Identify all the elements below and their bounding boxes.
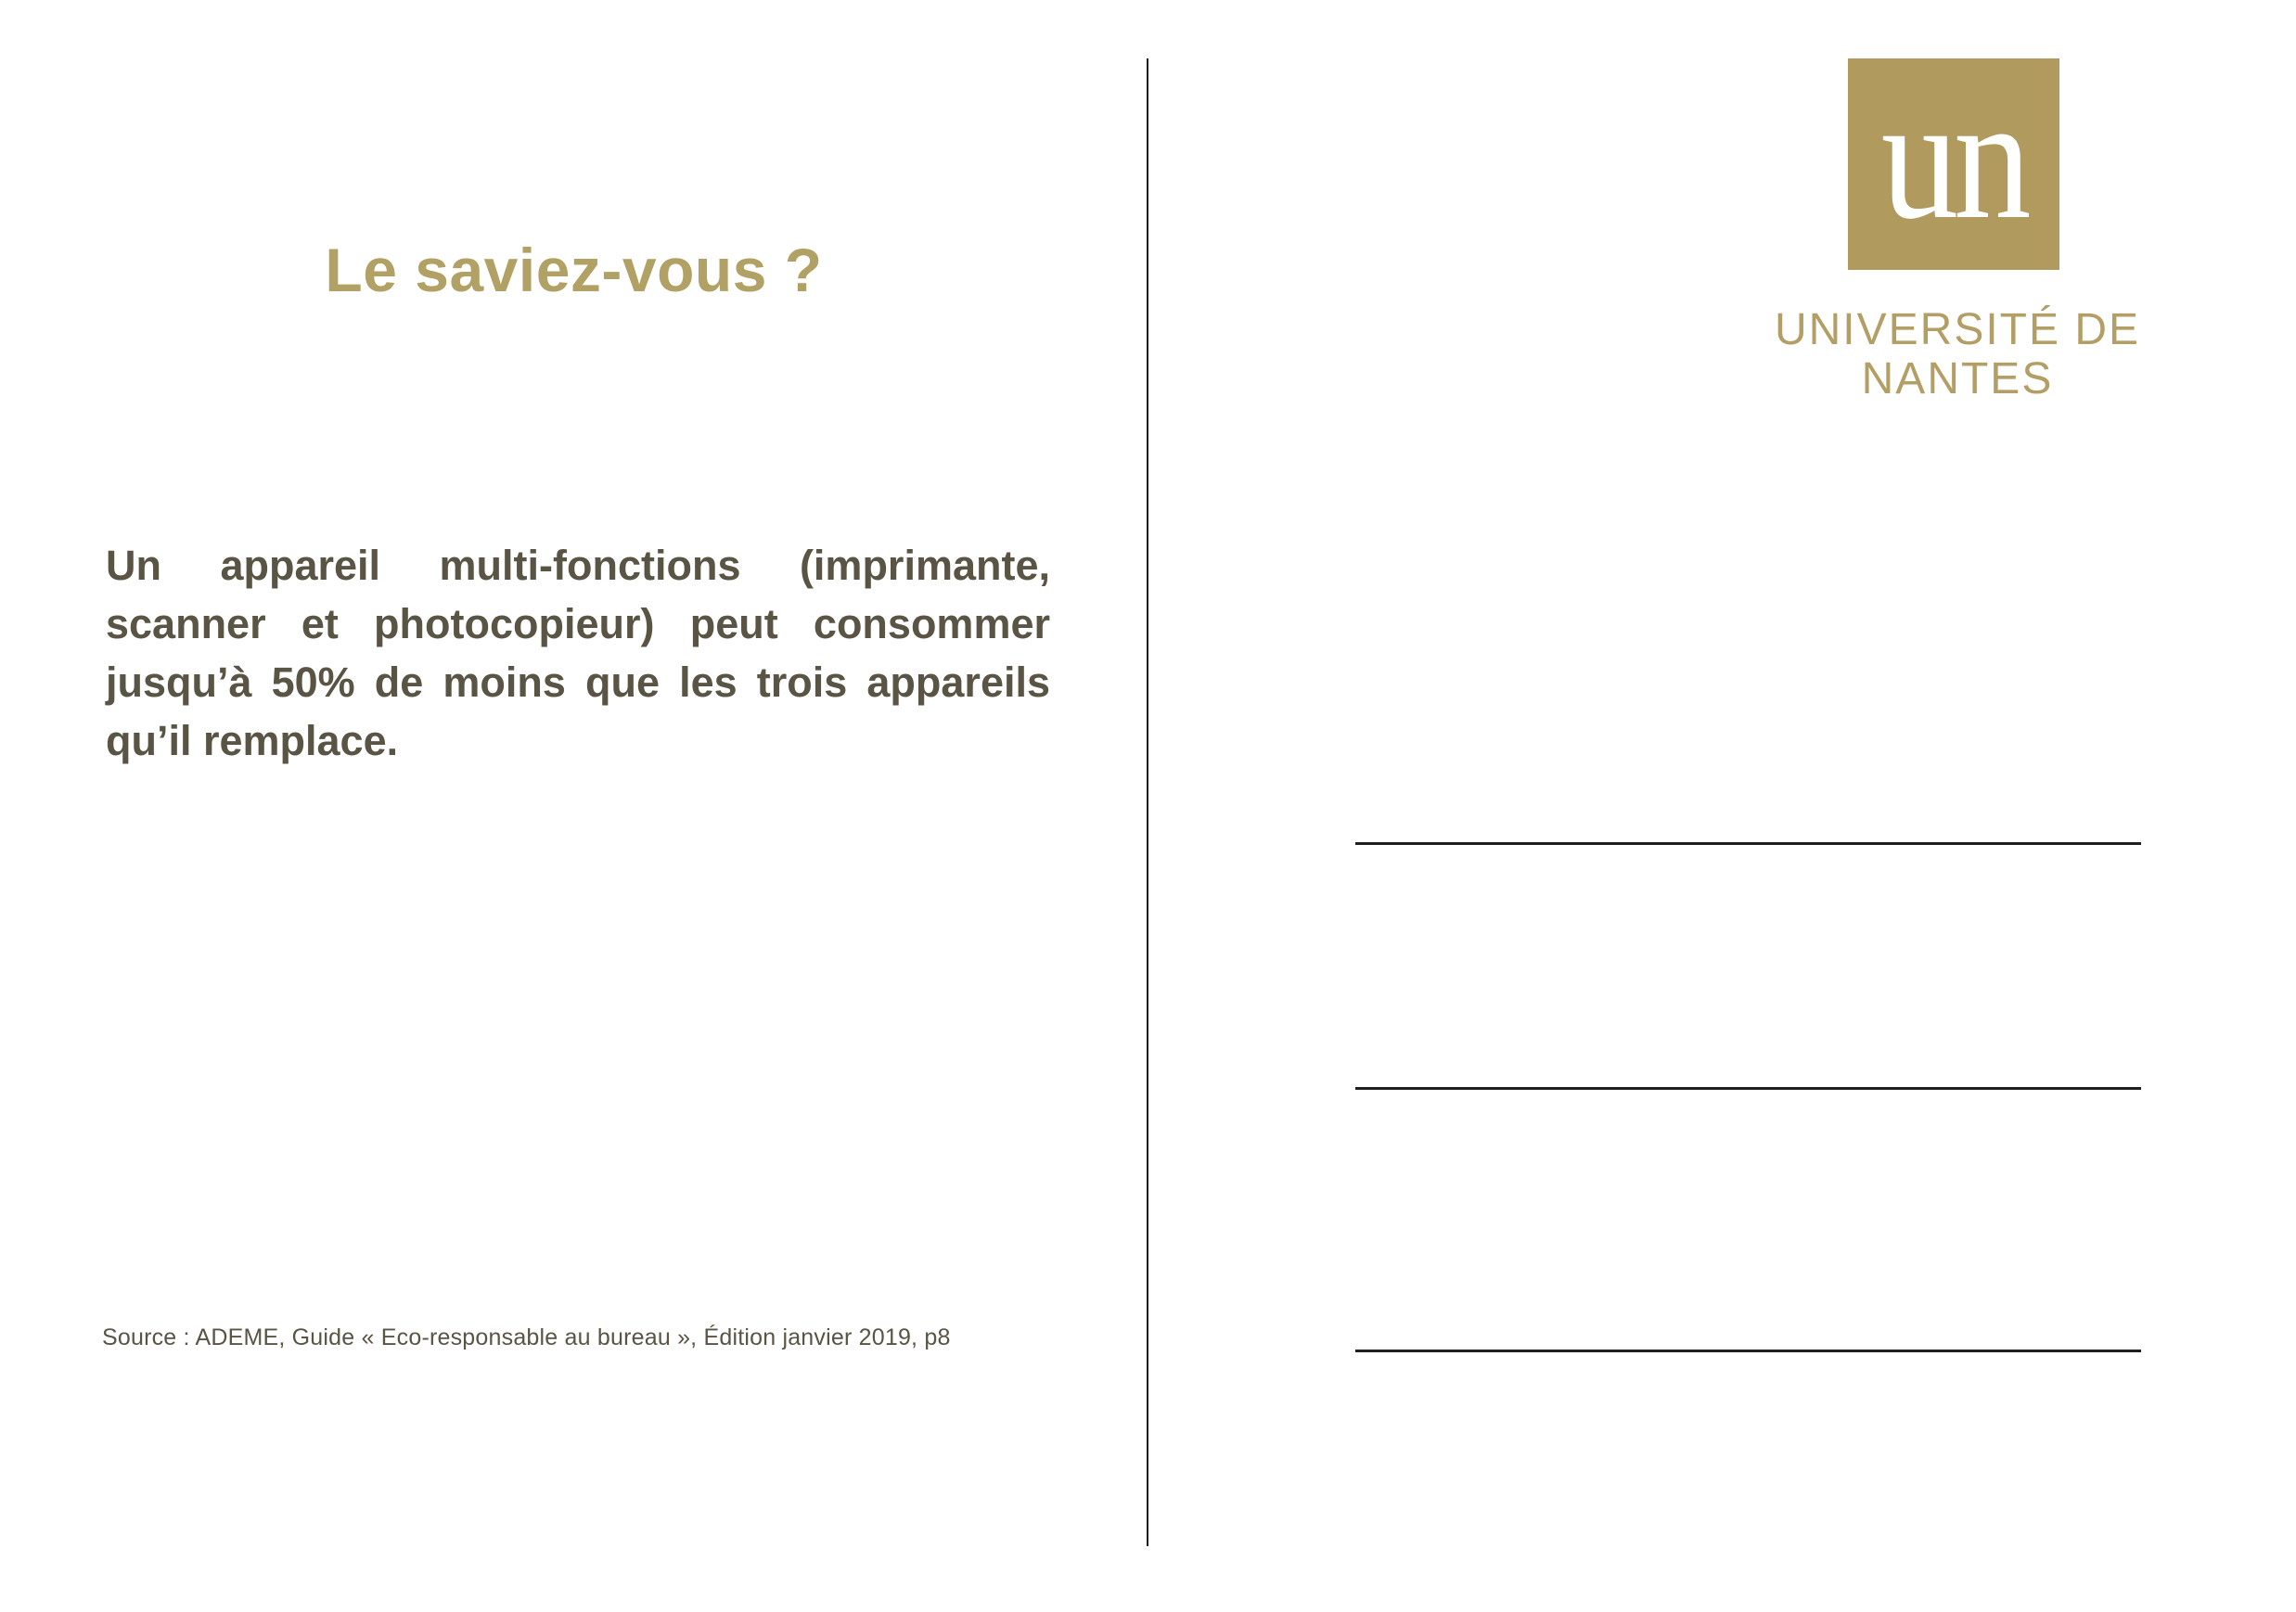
address-line-1 (1355, 842, 2141, 845)
body-line-2: scanner et photocopieur) peut consommer (106, 600, 1050, 647)
body-line-4: qu’il remplace. (106, 717, 399, 764)
universite-nantes-logo (1848, 58, 2059, 270)
card-title: Le saviez-vous ? (325, 236, 823, 304)
source-citation: Source : ADEME, Guide « Eco-responsable au bureau », Édition janvier 2019, p8 (102, 1324, 951, 1350)
body-line-1: Un appareil multi-fonctions (imprimante, (106, 542, 1050, 589)
card-body-text (106, 536, 1050, 770)
org-name: UNIVERSITÉ DE NANTES (1774, 305, 2141, 403)
body-line-3: jusqu’à 50% de moins que les trois appareils (106, 659, 1050, 706)
address-line-3 (1355, 1350, 2141, 1352)
address-line-2 (1355, 1087, 2141, 1090)
postcard-divider-line (1147, 58, 1148, 1546)
un-monogram-icon: un (1880, 61, 2027, 256)
